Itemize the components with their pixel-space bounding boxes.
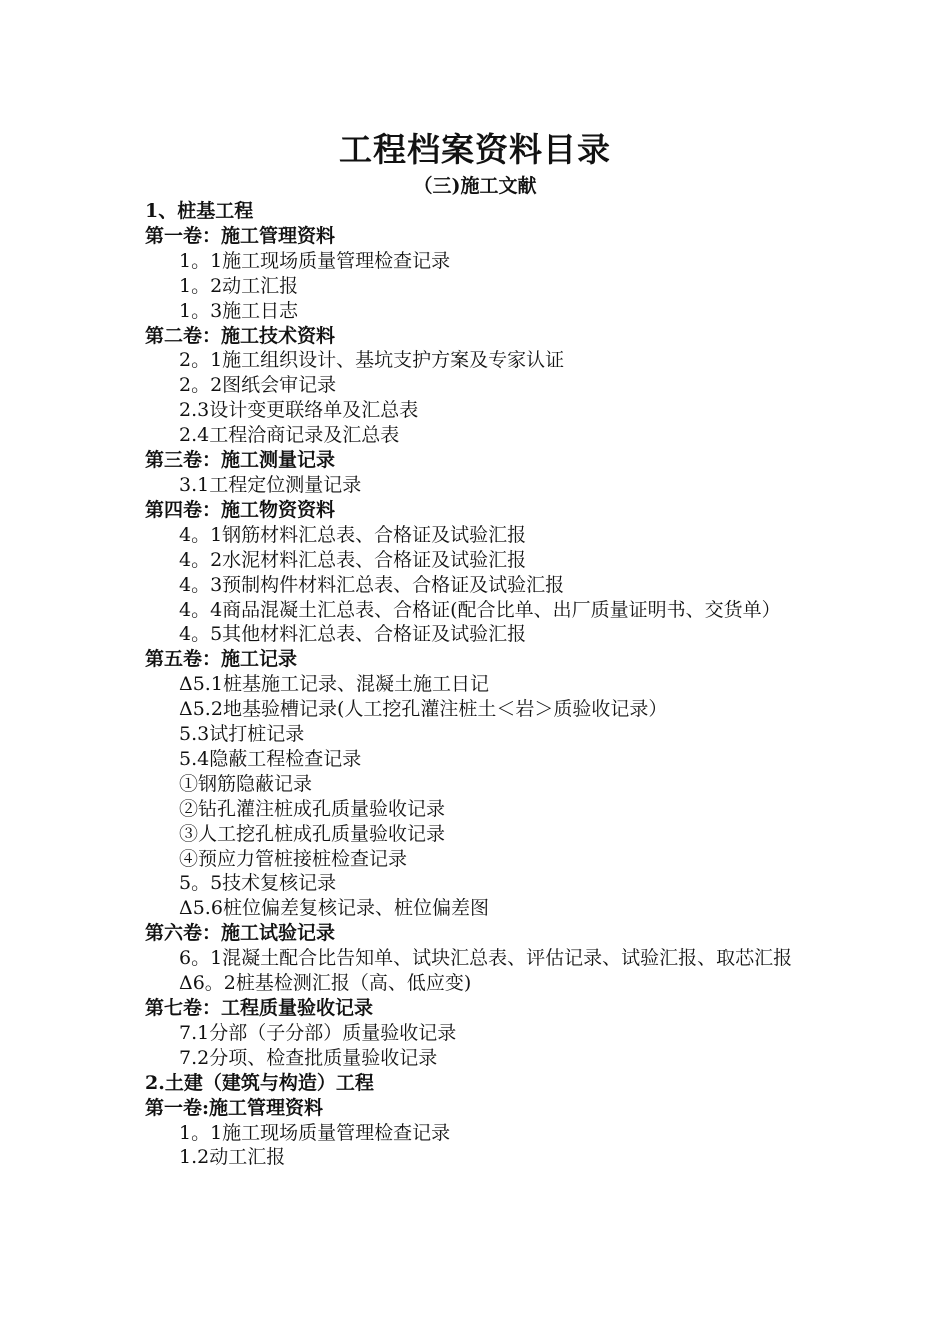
list-item: ②钻孔灌注桩成孔质量验收记录 — [179, 797, 446, 820]
section-heading: 第三卷：施工测量记录 — [145, 449, 336, 472]
list-item: 5。5技术复核记录 — [179, 872, 337, 895]
section-heading: 2.土建（建筑与构造）工程 — [145, 1071, 374, 1094]
list-item: 1。1施工现场质量管理检查记录 — [179, 1121, 451, 1144]
document-subtitle: （三)施工文献 — [413, 175, 537, 197]
list-item: 1。3施工日志 — [179, 299, 299, 322]
list-item: 7.2分项、检查批质量验收记录 — [179, 1046, 438, 1069]
list-item: Δ5.6桩位偏差复核记录、桩位偏差图 — [179, 897, 489, 920]
list-item: 2。1施工组织设计、基坑支护方案及专家认证 — [179, 349, 565, 372]
list-item: 4。1钢筋材料汇总表、合格证及试验汇报 — [179, 523, 527, 546]
list-item: Δ6。2桩基检测汇报（高、低应变) — [179, 972, 472, 995]
list-item: Δ5.2地基验槽记录(人工挖孔灌注桩土＜岩＞质验收记录） — [179, 698, 668, 721]
list-item: 2。2图纸会审记录 — [179, 374, 337, 397]
section-heading: 第五卷：施工记录 — [145, 648, 298, 671]
list-item: Δ5.1桩基施工记录、混凝土施工日记 — [179, 673, 489, 696]
list-item: ①钢筋隐蔽记录 — [179, 772, 313, 795]
section-heading: 第四卷：施工物资资料 — [145, 498, 336, 521]
list-item: ③人工挖孔桩成孔质量验收记录 — [179, 822, 446, 845]
list-item: 4。3预制构件材料汇总表、合格证及试验汇报 — [179, 573, 565, 596]
document-body — [145, 199, 825, 1170]
list-item: 1.2动工汇报 — [179, 1146, 286, 1169]
list-item: 1。1施工现场质量管理检查记录 — [179, 249, 451, 272]
list-item: 4。5其他材料汇总表、合格证及试验汇报 — [179, 623, 527, 646]
list-item: ④预应力管桩接桩检查记录 — [179, 847, 408, 870]
list-item: 4。2水泥材料汇总表、合格证及试验汇报 — [179, 548, 527, 571]
section-heading: 第七卷：工程质量验收记录 — [145, 997, 374, 1019]
list-item: 3.1工程定位测量记录 — [179, 473, 362, 496]
list-item: 2.3设计变更联络单及汇总表 — [179, 399, 419, 422]
section-heading: 第六卷：施工试验记录 — [145, 922, 336, 945]
list-item: 1。2动工汇报 — [179, 274, 299, 297]
document-title: 工程档案资料目录 — [339, 130, 611, 169]
list-item: 2.4工程洽商记录及汇总表 — [179, 424, 400, 447]
section-heading: 第一卷：施工管理资料 — [145, 224, 336, 247]
section-heading: 1、桩基工程 — [145, 200, 254, 222]
list-item: 5.3试打桩记录 — [179, 723, 305, 746]
section-heading: 第二卷：施工技术资料 — [145, 324, 336, 347]
list-item: 7.1分部（子分部）质量验收记录 — [179, 1021, 457, 1044]
list-item: 6。1混凝土配合比告知单、试块汇总表、评估记录、试验汇报、取芯汇报 — [179, 947, 793, 970]
list-item: 5.4隐蔽工程检查记录 — [179, 747, 362, 770]
list-item: 4。4商品混凝土汇总表、合格证(配合比单、出厂质量证明书、交货单） — [179, 598, 781, 621]
section-heading: 第一卷:施工管理资料 — [145, 1096, 324, 1119]
